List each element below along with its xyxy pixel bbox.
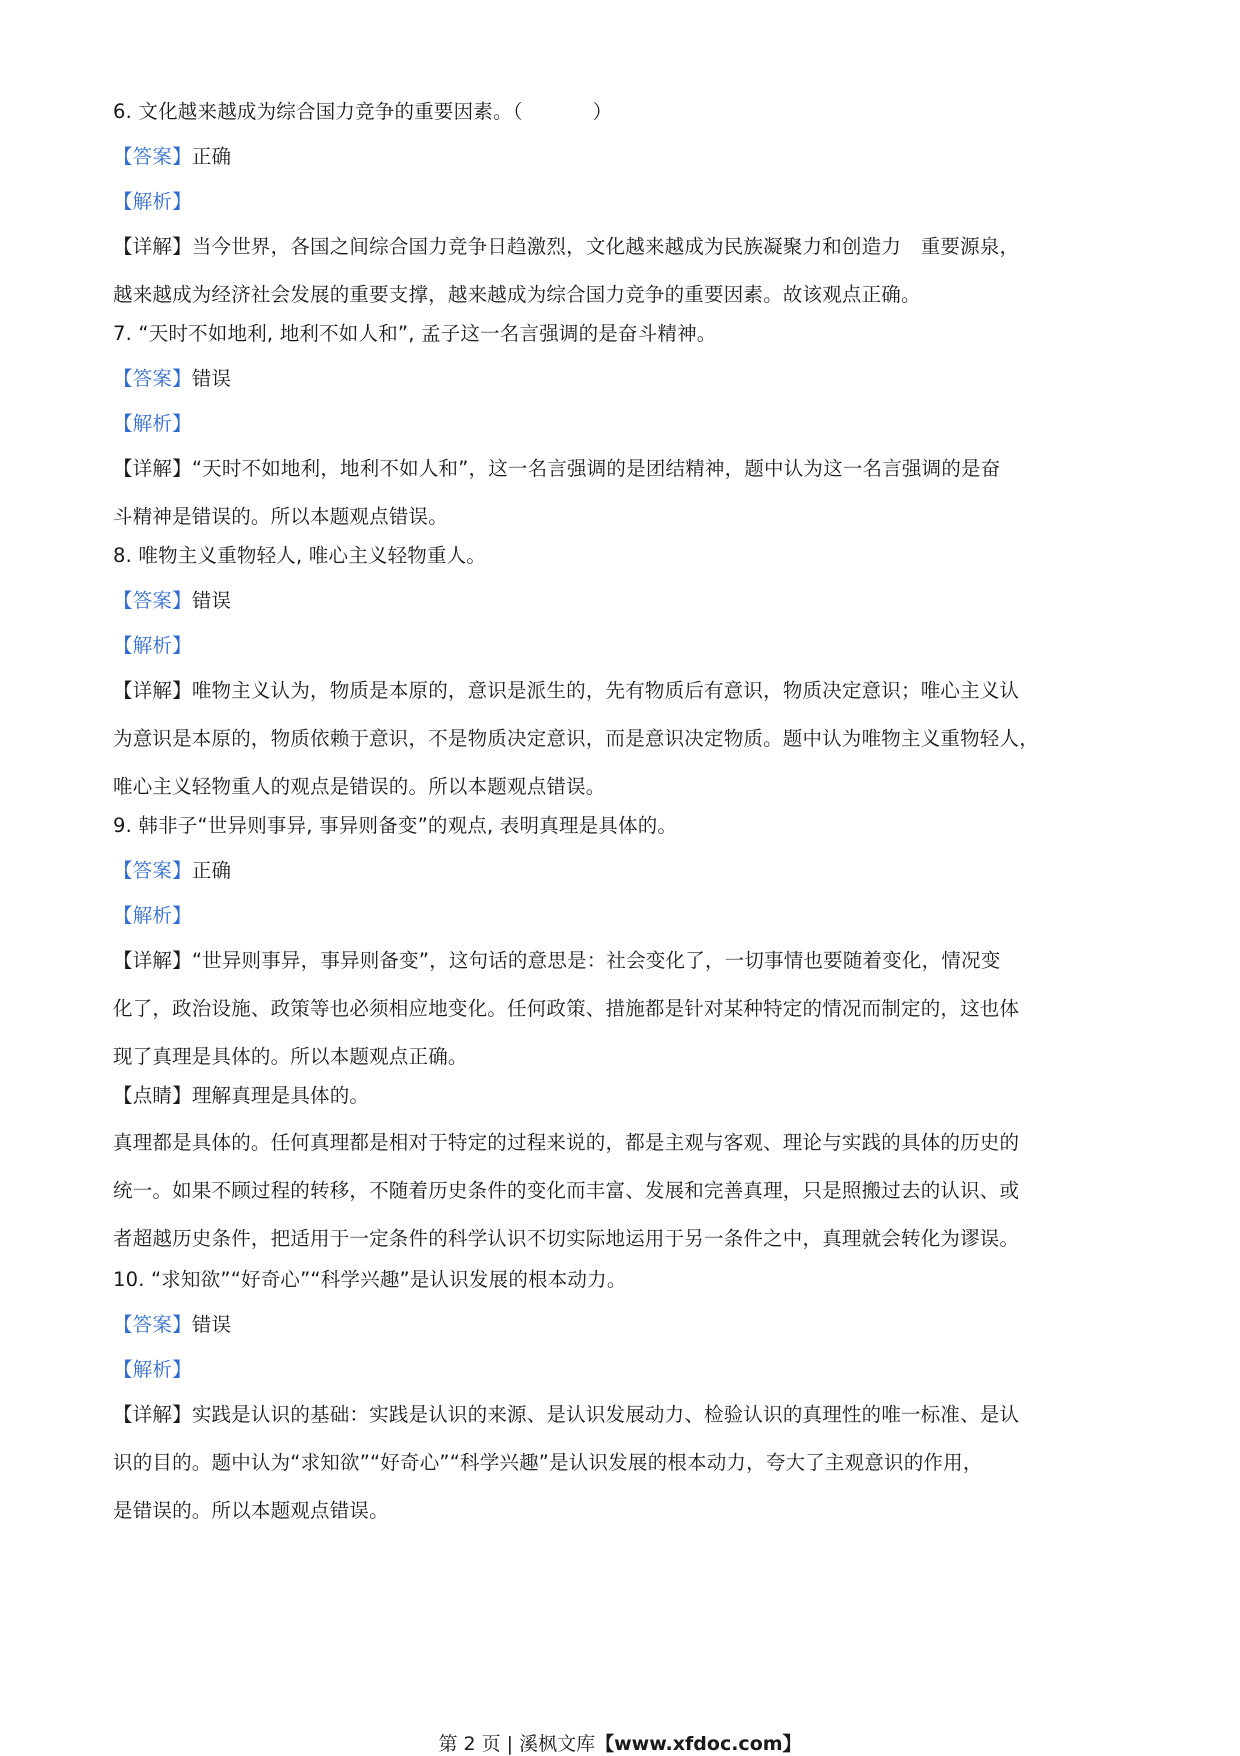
question-8: 8. 唯物主义重物轻人, 唯心主义轻物重人。 (113, 544, 487, 567)
site-url[interactable]: 【www.xfdoc.com】 (595, 1733, 802, 1755)
footer-separator: | (500, 1733, 520, 1755)
detail-tag: 【详解】 (113, 235, 192, 258)
answer-7 (113, 365, 1143, 393)
answer-value: 错误 (191, 367, 232, 390)
question-10: 10. “求知欲”“好奇心”“科学兴趣”是认识发展的根本动力。 (113, 1268, 627, 1291)
answer-tag: 【答案】 (113, 145, 192, 168)
answer-tag: 【答案】 (113, 1313, 192, 1336)
analysis-tag: 【解析】 (113, 904, 192, 927)
question-9: 9. 韩非子“世异则事异, 事异则备变”的观点, 表明真理是具体的。 (113, 814, 678, 837)
analysis-tag: 【解析】 (113, 412, 192, 435)
answer-value: 错误 (191, 1313, 232, 1336)
detail-tag: 【详解】 (113, 457, 192, 480)
detail-8: 【详解】唯物主义认为，物质是本原的，意识是派生的，先有物质后有意识，物质决定意识；唯心主义认 为意识是本原的，物质依赖于意识，不是物质决定意识，而是意识决定物质。题中认为唯物主义重物轻人， 唯心主义轻物重人的观点是错误的。所以本题观点错误。 (113, 679, 1039, 798)
analysis-tag: 【解析】 (113, 1358, 192, 1381)
detail-tag: 【详解】 (113, 679, 192, 702)
detail-tag: 【详解】 (113, 1403, 192, 1426)
analysis-10 (113, 1356, 1143, 1384)
answer-value: 错误 (191, 589, 232, 612)
answer-10 (113, 1311, 1143, 1339)
analysis-tag: 【解析】 (113, 634, 192, 657)
analysis-9 (113, 902, 1143, 930)
analysis-8 (113, 632, 1143, 660)
detail-9: 【详解】“世异则事异，事异则备变”，这句话的意思是：社会变化了，一切事情也要随着变化，情况变 化了，政治设施、政策等也必须相应地变化。任何政策、措施都是针对某种特定的情况而制定的，这也体 现了真理是具体的。所以本题观点正确。 (113, 949, 1020, 1068)
answer-value: 正确 (191, 145, 232, 168)
answer-value: 正确 (191, 859, 232, 882)
analysis-6 (113, 188, 1143, 216)
site-name: 溪枫文库 (519, 1733, 596, 1755)
answer-9 (113, 857, 1143, 885)
page-number: 第 2 页 (438, 1733, 501, 1755)
tip-paragraph-9: 真理都是具体的。任何真理都是相对于特定的过程来说的，都是主观与客观、理论与实践的具体的历史的 统一。如果不顾过程的转移，不随着历史条件的变化而丰富、发展和完善真理，只是照搬过去的认识、或 者超越历史条件，把适用于一定条件的科学认识不切实际地运用于另一条件之中，真理就会转化为谬误。 (113, 1131, 1020, 1250)
answer-8 (113, 587, 1143, 615)
question-7: 7. “天时不如地利, 地利不如人和”, 孟子这一名言强调的是奋斗精神。 (113, 322, 717, 345)
tip-9: 【点睛】理解真理是具体的。 (113, 1084, 370, 1107)
detail-7: 【详解】“天时不如地利，地利不如人和”，这一名言强调的是团结精神，题中认为这一名言强调的是奋 斗精神是错误的。所以本题观点错误。 (113, 457, 1001, 528)
page-footer (0, 1729, 1240, 1756)
answer-6 (113, 143, 1143, 171)
detail-6: 【详解】当今世界，各国之间综合国力竞争日趋激烈，文化越来越成为民族凝聚力和创造力 重要源泉， 越来越成为经济社会发展的重要支撑，越来越成为综合国力竞争的重要因素。故该观点正确。 (113, 235, 1020, 306)
detail-10: 【详解】实践是认识的基础：实践是认识的来源、是认识发展动力、检验认识的真理性的唯一标准、是认 识的目的。题中认为“求知欲”“好奇心”“科学兴趣”是认识发展的根本动力，夸大了主观意识的作用， 是错误的。所以本题观点错误。 (113, 1403, 1020, 1522)
question-6: 6. 文化越来越成为综合国力竞争的重要因素。（ ） (113, 100, 613, 123)
analysis-tag: 【解析】 (113, 190, 192, 213)
detail-tag: 【详解】 (113, 949, 192, 972)
answer-tag: 【答案】 (113, 859, 192, 882)
document-page (113, 98, 1143, 1536)
tip-tag: 【点睛】 (113, 1084, 192, 1107)
answer-tag: 【答案】 (113, 367, 192, 390)
analysis-7 (113, 410, 1143, 438)
answer-tag: 【答案】 (113, 589, 192, 612)
